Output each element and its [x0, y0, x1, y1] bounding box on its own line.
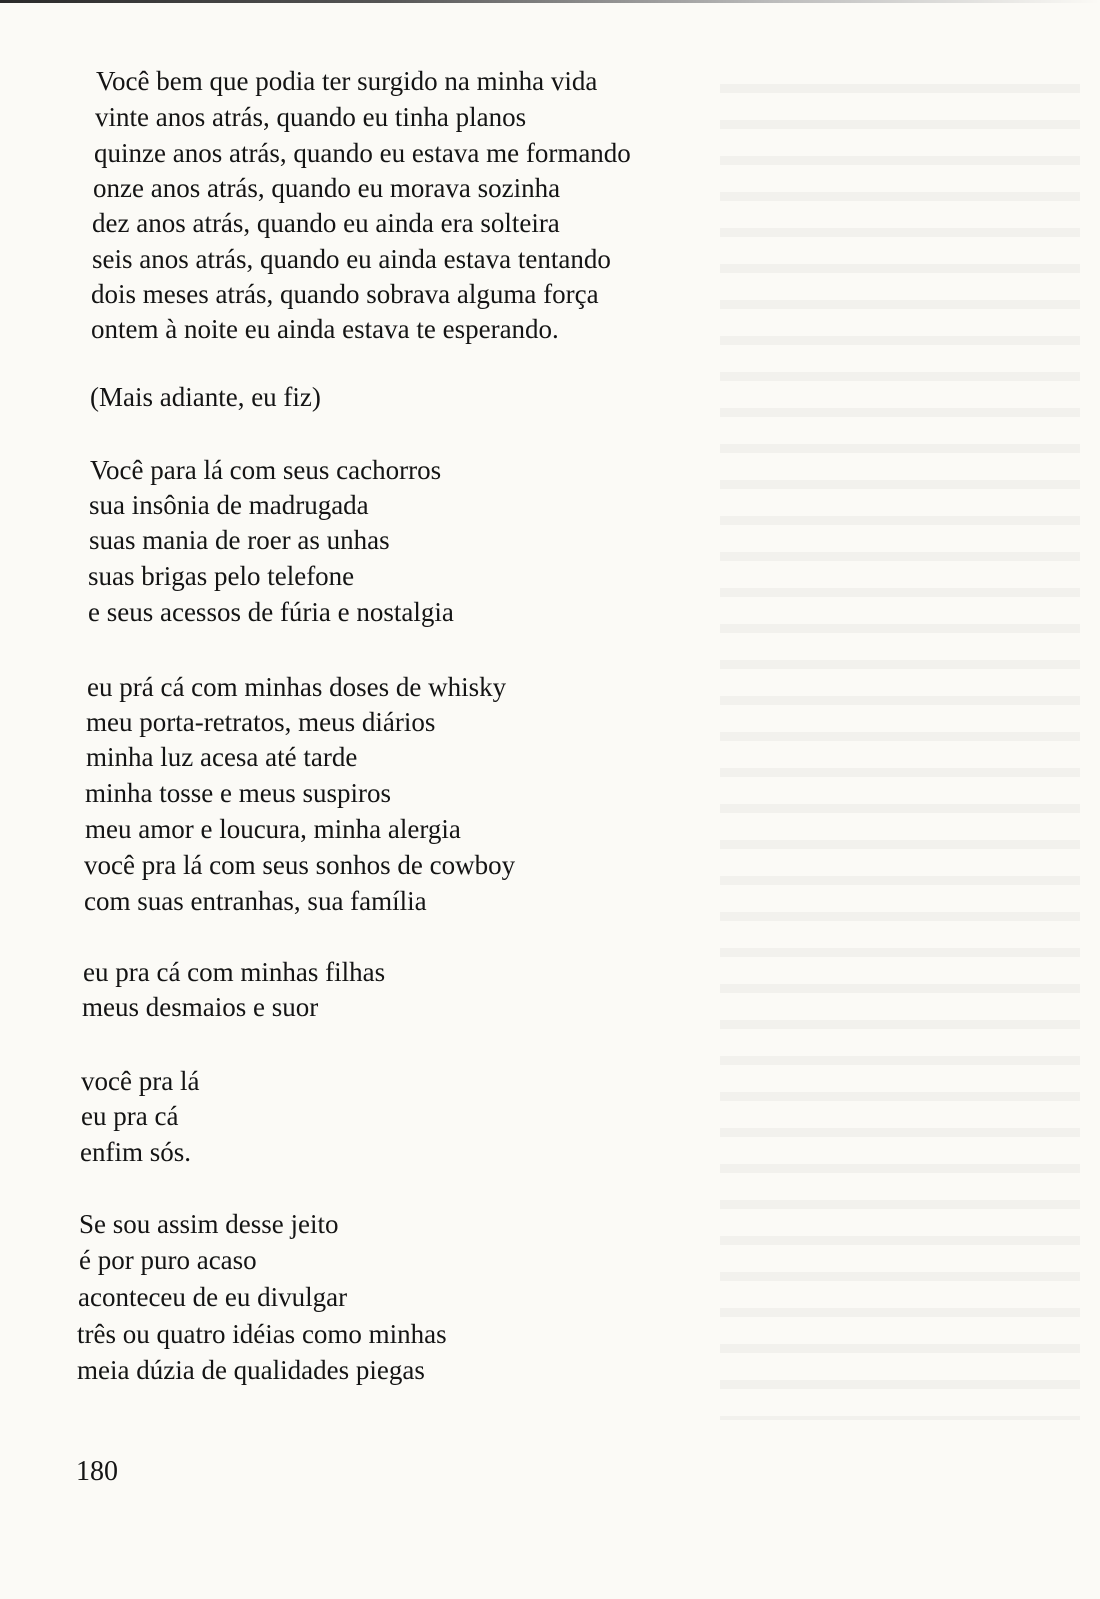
- poem-line: quinze anos atrás, quando eu estava me formando: [94, 138, 631, 168]
- poem-line: eu pra cá com minhas filhas: [83, 957, 386, 987]
- poem-line: suas brigas pelo telefone: [88, 561, 355, 591]
- poem-line: minha luz acesa até tarde: [86, 742, 358, 772]
- poem-line: Você bem que podia ter surgido na minha vida: [96, 66, 598, 96]
- poem-aside: (Mais adiante, eu fiz): [90, 382, 321, 412]
- poem-line: meu amor e loucura, minha alergia: [85, 814, 461, 844]
- page-number: 180: [76, 1456, 118, 1487]
- poem-line: onze anos atrás, quando eu morava sozinha: [93, 173, 561, 203]
- poem-line: vinte anos atrás, quando eu tinha planos: [95, 102, 527, 132]
- poem-line: minha tosse e meus suspiros: [85, 778, 391, 808]
- poem-line: com suas entranhas, sua família: [84, 886, 427, 916]
- poem-line: dois meses atrás, quando sobrava alguma força: [91, 279, 599, 309]
- poem-line: sua insônia de madrugada: [89, 490, 369, 520]
- poem-line: você pra lá: [81, 1066, 200, 1096]
- poem-line: ontem à noite eu ainda estava te esperando.: [91, 314, 559, 344]
- poem-line: Se sou assim desse jeito: [79, 1209, 339, 1239]
- poem-line: três ou quatro idéias como minhas: [77, 1319, 447, 1349]
- poem-line: suas mania de roer as unhas: [89, 525, 390, 555]
- poem-line: meia dúzia de qualidades piegas: [77, 1355, 425, 1385]
- poem-line: eu pra cá: [81, 1101, 179, 1131]
- poem-line: meus desmaios e suor: [82, 992, 319, 1022]
- poem-line: meu porta-retratos, meus diários: [86, 707, 436, 737]
- poem-line: enfim sós.: [80, 1137, 191, 1167]
- poem-line: você pra lá com seus sonhos de cowboy: [84, 850, 516, 880]
- poem-line: dez anos atrás, quando eu ainda era solteira: [92, 208, 560, 238]
- poem-line: e seus acessos de fúria e nostalgia: [88, 597, 454, 627]
- poem-line: aconteceu de eu divulgar: [78, 1282, 348, 1312]
- poem-line: é por puro acaso: [79, 1245, 257, 1275]
- poem-line: eu prá cá com minhas doses de whisky: [87, 672, 507, 702]
- poem-line: Você para lá com seus cachorros: [90, 455, 442, 485]
- poem-line: seis anos atrás, quando eu ainda estava tentando: [92, 244, 611, 274]
